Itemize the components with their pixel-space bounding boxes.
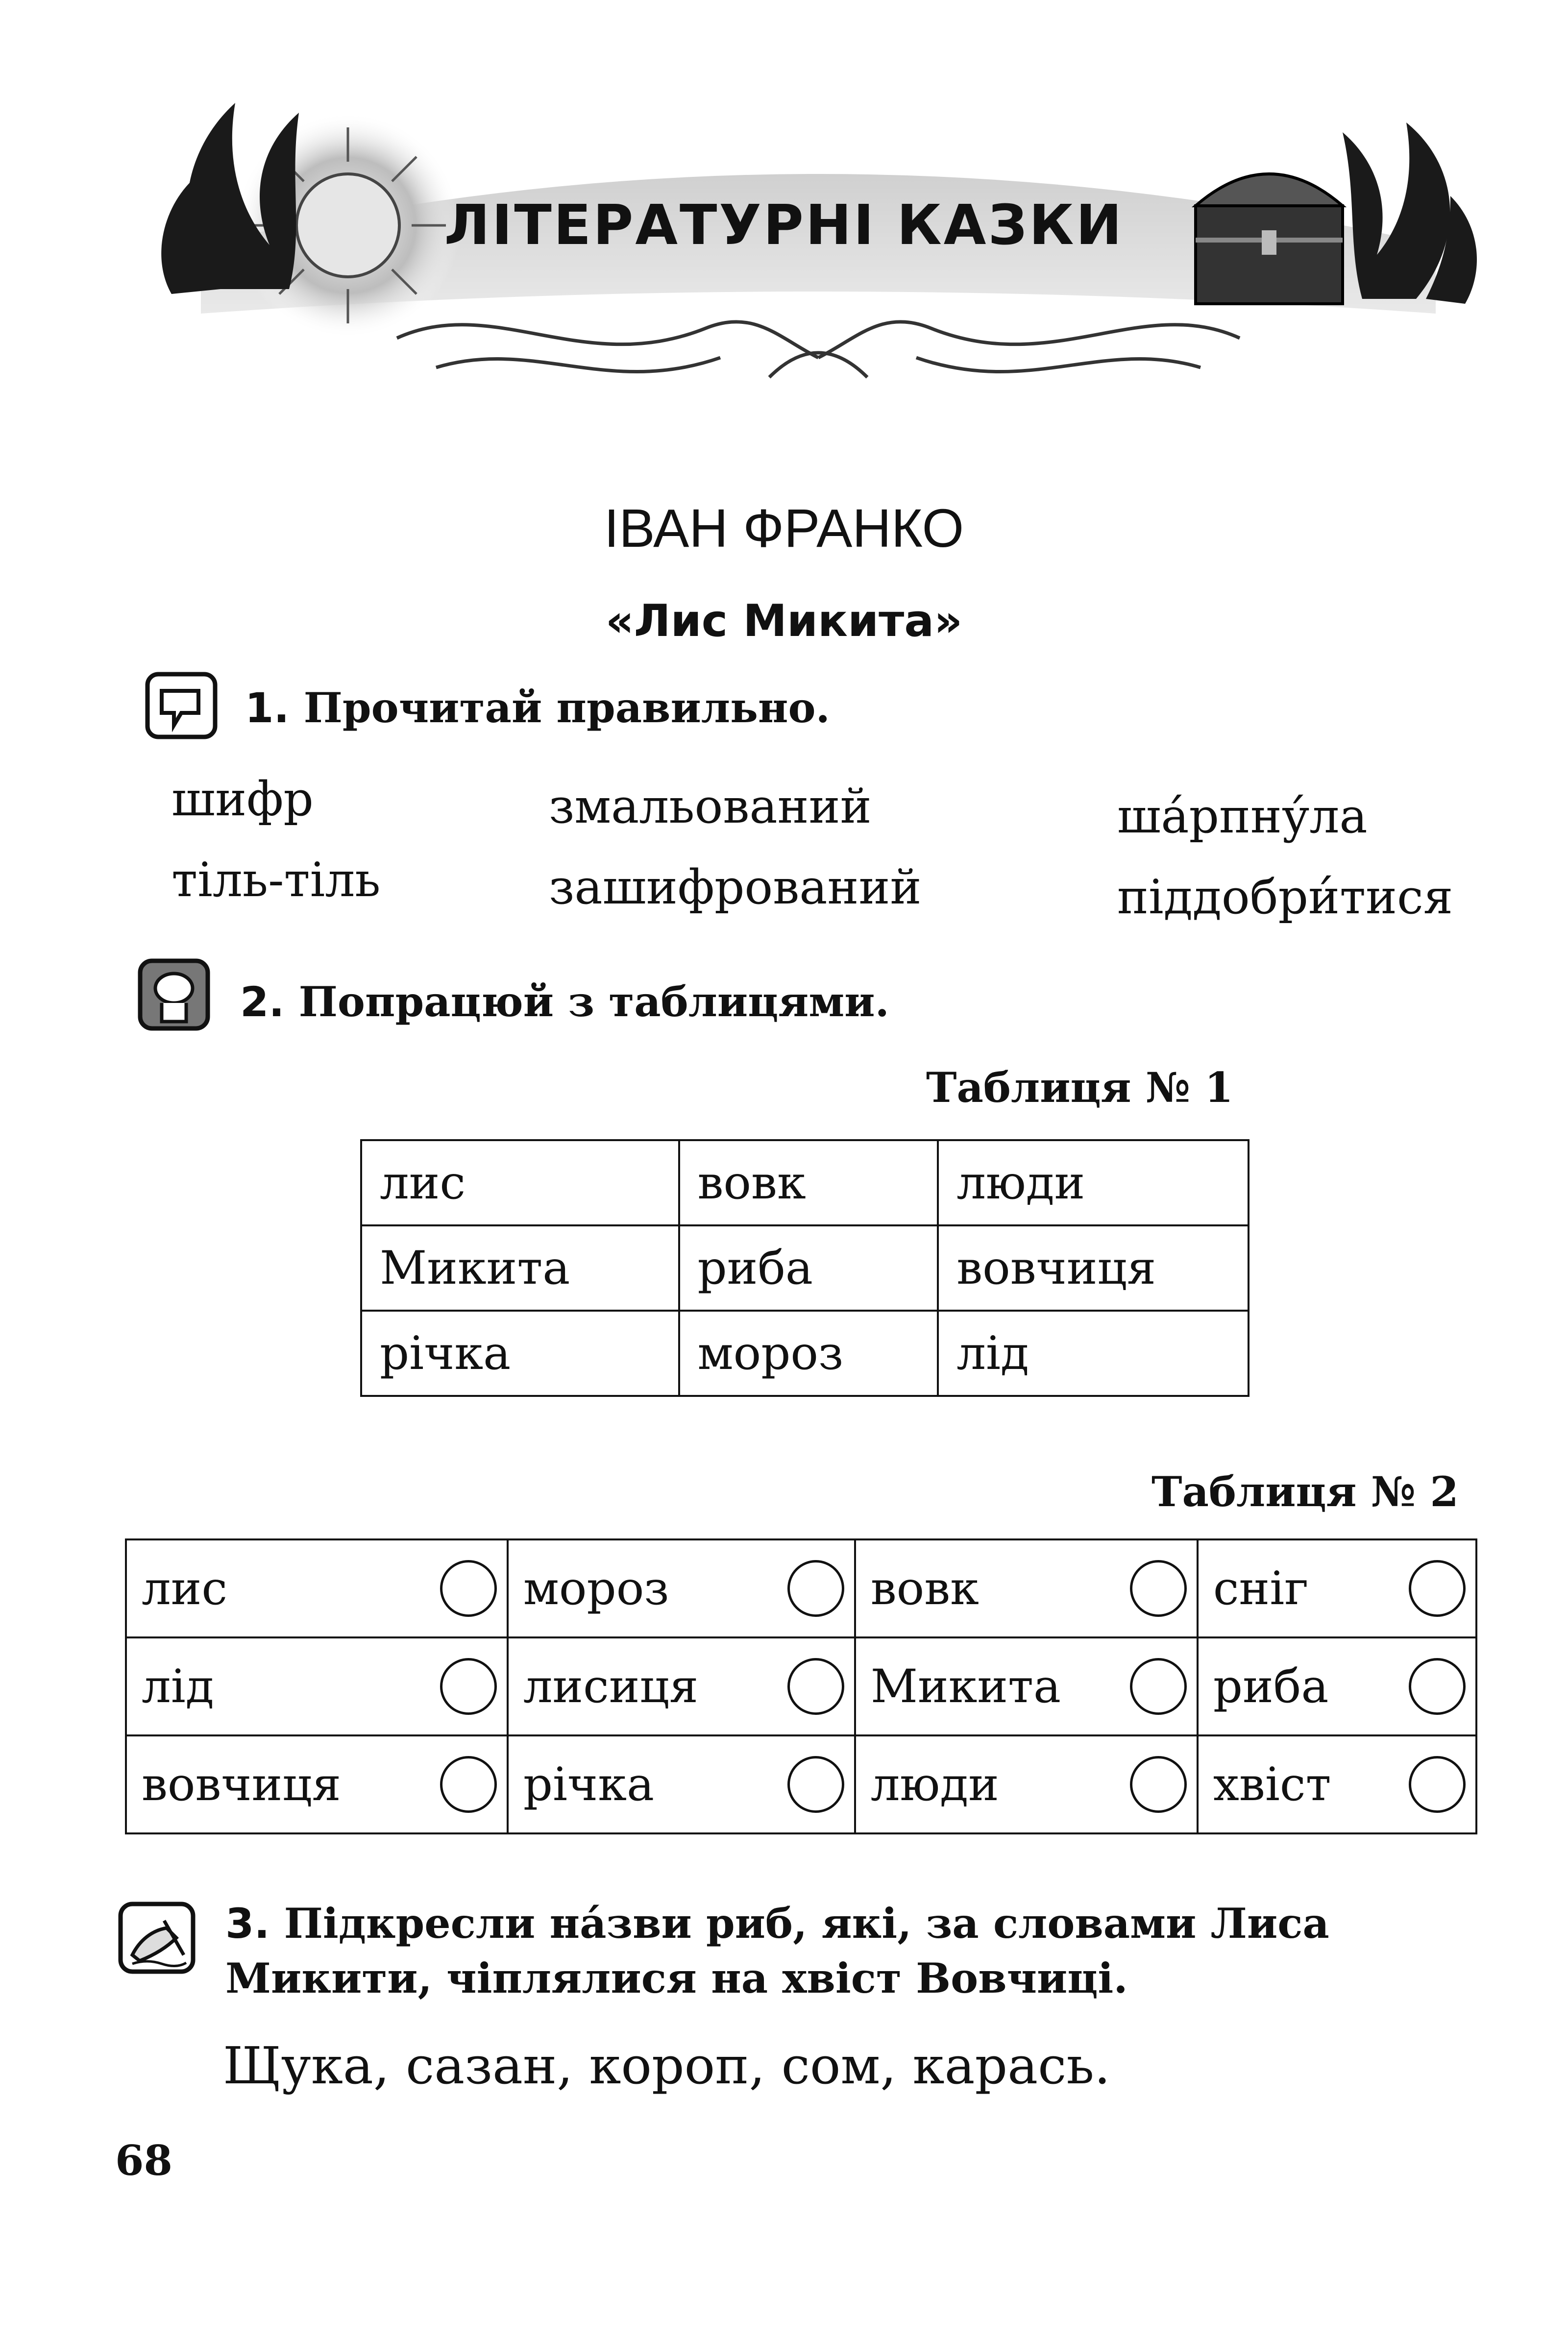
table-row [126,1539,1476,1637]
table-cell: лід [938,1311,1249,1396]
section-title: ЛІТЕРАТУРНІ КАЗКИ [444,194,1124,257]
table-row [361,1140,1249,1225]
thinking-head-icon [137,958,211,1031]
answer-circle[interactable] [1409,1756,1466,1813]
task-number: 2. [240,978,285,1026]
answer-circle[interactable] [440,1560,497,1617]
word: зашифрований [549,860,922,915]
table-cell: лис [361,1140,679,1225]
cell-word: хвіст [1213,1757,1331,1811]
answer-circle[interactable] [787,1756,844,1813]
table-2 [125,1538,1477,1834]
answer-circle[interactable] [1130,1756,1187,1813]
table-cell: вовчиця [938,1225,1249,1311]
table-row [126,1637,1476,1735]
story-title: «Лис Микита» [605,595,963,647]
answer-circle[interactable] [1130,1658,1187,1715]
task-3-heading [225,1896,1480,2006]
word: шифр [172,772,314,827]
word: тіль-тіль [172,853,381,907]
answer-circle[interactable] [440,1658,497,1715]
answer-circle[interactable] [440,1756,497,1813]
cell-word: вовчиця [142,1757,341,1811]
task-number: 1. [245,684,290,732]
answer-circle[interactable] [1409,1658,1466,1715]
table-cell: річка [361,1311,679,1396]
table-cell: мороз [679,1311,938,1396]
table-cell [126,1735,508,1833]
table-cell: риба [679,1225,938,1311]
table-cell [508,1539,855,1637]
cell-word: люди [870,1757,999,1811]
table-cell [508,1637,855,1735]
page-number: 68 [115,2136,172,2185]
word: змальований [549,779,872,834]
cell-word: риба [1213,1660,1329,1713]
table-2-caption: Таблиця № 2 [1152,1467,1459,1516]
table-cell [508,1735,855,1833]
cell-word: лисиця [523,1660,699,1713]
task-text: Попрацюй з таблицями. [298,977,889,1026]
table-cell [126,1637,508,1735]
answer-circle[interactable] [787,1560,844,1617]
cell-word: річка [523,1757,654,1811]
answer-circle[interactable] [1409,1560,1466,1617]
table-1 [360,1139,1250,1397]
table-cell [1198,1637,1476,1735]
answer-circle[interactable] [787,1658,844,1715]
table-cell: люди [938,1140,1249,1225]
author-name: ІВАН ФРАНКО [604,498,964,559]
writing-hand-icon [118,1901,196,1975]
table-row [361,1311,1249,1396]
table-row [126,1735,1476,1833]
table-cell [855,1539,1198,1637]
task-text: Підкресли на́зви риб, які, за словами Лиса Микити, чіплялися на хвіст Вовчиці. [225,1899,1329,2002]
table-cell [855,1637,1198,1735]
fish-list[interactable]: Щука, сазан, короп, сом, карась. [223,2036,1111,2096]
word: піддобри́тися [1117,870,1453,925]
cell-word: мороз [523,1562,669,1615]
table-cell [1198,1539,1476,1637]
reading-icon [145,671,218,740]
table-cell [126,1539,508,1637]
table-1-caption: Таблиця № 1 [926,1063,1233,1112]
table-cell: вовк [679,1140,938,1225]
word: ша́рпну́ла [1117,789,1368,844]
table-cell: Микита [361,1225,679,1311]
cell-word: лід [142,1660,214,1713]
task-number: 3. [225,1900,270,1948]
table-cell [1198,1735,1476,1833]
cell-word: сніг [1213,1562,1309,1615]
table-cell [855,1735,1198,1833]
cell-word: лис [142,1562,228,1615]
cell-word: Микита [870,1660,1061,1713]
table-row [361,1225,1249,1311]
answer-circle[interactable] [1130,1560,1187,1617]
task-1-heading [245,683,830,732]
task-2-heading [240,977,889,1026]
cell-word: вовк [870,1562,979,1615]
task-text: Прочитай правильно. [303,683,830,732]
